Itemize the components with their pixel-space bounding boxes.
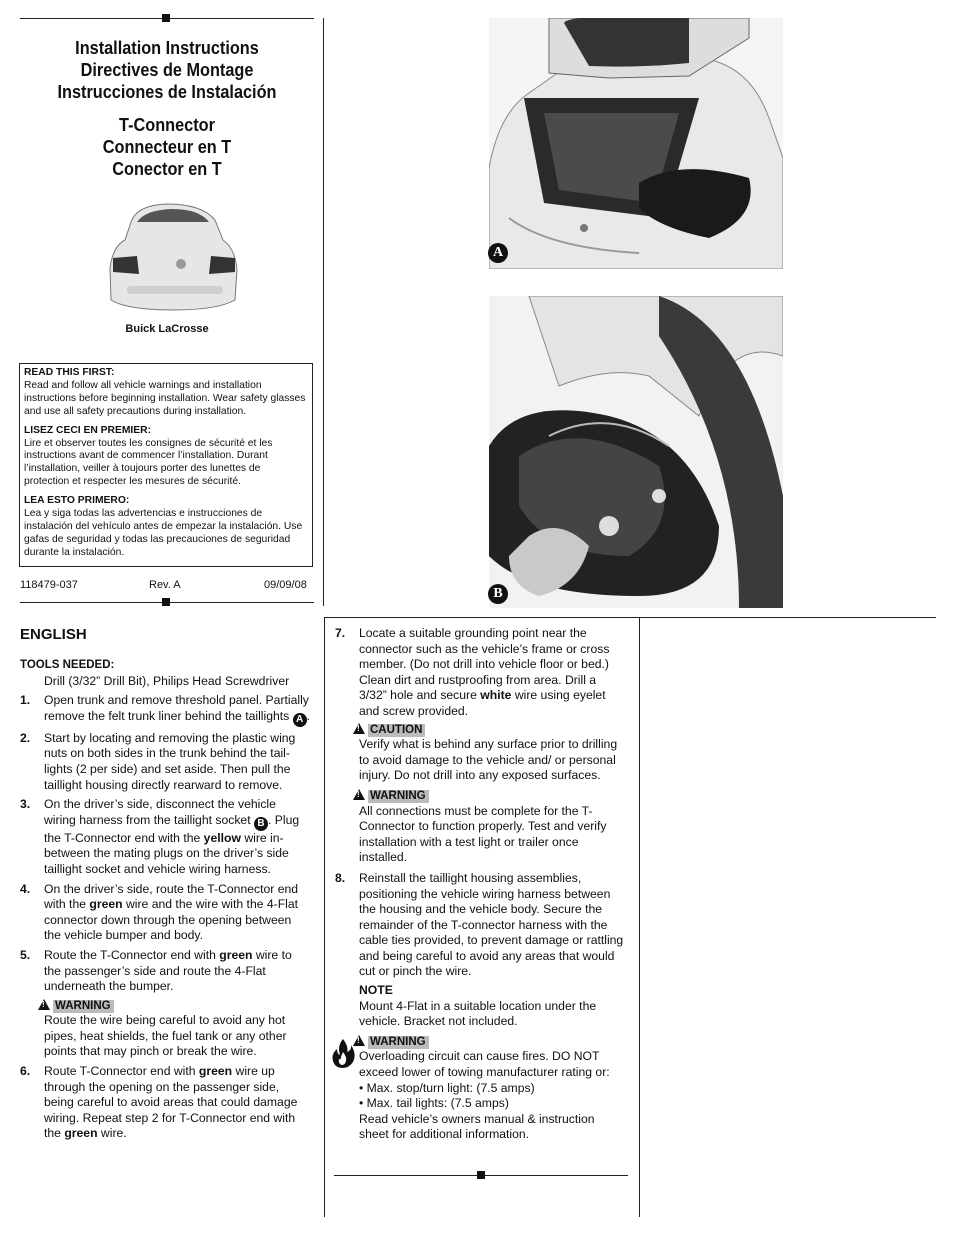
warning-label: WARNING	[368, 790, 429, 803]
section-heading-english: ENGLISH	[20, 626, 87, 643]
product-en: T-Connector	[119, 114, 215, 135]
rule-marker	[477, 1171, 485, 1179]
photo-ref-b-icon: B	[254, 817, 268, 831]
photo-b-taillight-image	[489, 296, 783, 608]
product-fr: Connecteur en T	[102, 136, 232, 157]
column-divider	[639, 617, 640, 1217]
step-6: 6. Route T-Connector end with green wire up through the opening on the passenger side, being careful to avoid areas that could damage wiring. Repeat step 2 for T-Connector end with the green wire.	[20, 1064, 298, 1141]
caution-icon	[353, 723, 365, 734]
rule-marker	[162, 14, 170, 22]
title-en: Installation Instructions	[75, 37, 259, 58]
photo-a-trunk-image	[489, 18, 783, 269]
warning-icon	[353, 789, 365, 800]
product-es: Conector en T	[112, 158, 222, 179]
read-first-text-es: Lea y siga todas las advertencias e instrucciones de instalación del vehículo antes de empezar la instalación. Use gafas de seguridad y todas las precauciones de seguridad durante la instalación.	[24, 508, 303, 558]
read-first-heading-fr: LISEZ CECI EN PREMIER:	[24, 424, 152, 436]
read-first-text-en: Read and follow all vehicle warnings and installation instructions before beginning installation. Wear safety glasses and use all safety precautions during installation.	[24, 379, 306, 417]
photo-b-label: B	[488, 584, 508, 604]
instructions-column-2	[335, 626, 625, 1143]
photo-a-label: A	[488, 243, 508, 263]
step-2: 2. Start by locating and removing the plastic wing nuts on both sides in the trunk behind the tail-lights (2 per side) and set aside. Then pull the taillight housing directly rearward to remove.	[20, 730, 296, 792]
warning-label: WARNING	[368, 1036, 429, 1049]
tools-heading: TOOLS NEEDED:	[20, 659, 115, 671]
warning-icon	[353, 1035, 365, 1046]
column-divider	[323, 18, 324, 606]
note-block: NOTE Mount 4-Flat in a suitable location under the vehicle. Bracket not included.	[335, 983, 625, 1030]
step-1: 1. Open trunk and remove threshold panel. Partially remove the felt trunk liner behind the taillights A .	[20, 693, 311, 725]
section-rule	[324, 617, 936, 618]
step-8: 8. Reinstall the taillight housing assemblies, positioning the vehicle wiring harness between the housing and the vehicle body. Secure the remainder of the T-connector harness with the cable ties provided, to prevent damage or rattling and being careful to avoid any areas that would cut or pinch the wire.	[335, 870, 624, 979]
read-first-heading-es: LEA ESTO PRIMERO:	[24, 495, 130, 507]
warning-step-5: !WARNING Route the wire being careful to avoid any hot pipes, heat shields, the fuel tank or any other points that may pinch or break the wire.	[20, 998, 310, 1060]
warning-step-7: !WARNING All connections must be complete for the T-Connector to function properly. Test and verify installation with a test light or trailer once installed.	[335, 788, 625, 866]
warning-step-8: !WARNING Overloading circuit can cause fires. DO NOT exceed lower of towing manufacturer rating or: • Max. stop/turn light: (7.5 amps) • Max. tail lights: (7.5 amps) Read vehicle’s owners manual & instruction sheet for additional information.	[335, 1034, 625, 1143]
warning-label: WARNING	[53, 1000, 114, 1013]
caution-label: CAUTION	[368, 724, 425, 737]
photo-ref-a-icon: A	[293, 713, 307, 727]
vehicle-rear-image	[107, 200, 241, 314]
product-block	[38, 114, 297, 180]
title-block	[38, 37, 297, 103]
step-7: 7. Locate a suitable grounding point near the connector such as the vehicle’s frame or cross member. (Do not drill into vehicle floor or bed.) Clean dirt and rustproofing from area. Drill a 3/32” hole and secure white wire using eyelet and screw provided.	[335, 626, 610, 718]
warning-icon	[38, 999, 50, 1010]
rule-marker	[162, 598, 170, 606]
title-es: Instrucciones de Instalación	[57, 81, 277, 102]
step-5: 5. Route the T-Connector end with green wire to the passenger’s side and route the 4-Flat underneath the bumper.	[20, 947, 292, 994]
read-first-box	[19, 363, 313, 567]
read-first-heading-en: READ THIS FIRST:	[24, 367, 115, 378]
note-label: NOTE	[359, 983, 393, 998]
instructions-column-1	[20, 658, 310, 1146]
column-divider	[324, 617, 325, 1217]
part-number: 118479-037	[20, 579, 78, 591]
revision: Rev. A	[149, 579, 181, 591]
read-first-text-fr: Lire et observer toutes les consignes de sécurité et les instructions avant de commencer l’installation. Durant l’installation, veiller à toujours porter des lunettes de protection et respecter les mesures de sécurité.	[24, 437, 273, 488]
caution-step-7: !CAUTION Verify what is behind any surface prior to drilling to avoid damage to the vehicle and/ or personal injury. Do not drill into any exposed surfaces.	[335, 722, 625, 784]
tools-list: Drill (3/32” Drill Bit), Philips Head Screwdriver	[44, 673, 290, 688]
title-fr: Directives de Montage	[80, 59, 254, 80]
fire-icon	[331, 1038, 355, 1068]
step-3: 3. On the driver’s side, disconnect the vehicle wiring harness from the taillight socket B . Plug the T-Connector end with the yellow wire in-between the mating plugs on the driver’s side taillight socket and vehicle wiring harness.	[20, 797, 300, 876]
vehicle-caption: Buick LaCrosse	[125, 323, 209, 335]
step-4: 4. On the driver’s side, route the T-Connector end with the green wire and the wire with the 4-Flat connector down through the opening between the vehicle bumper and body.	[20, 881, 299, 943]
doc-date: 09/09/08	[264, 579, 307, 591]
